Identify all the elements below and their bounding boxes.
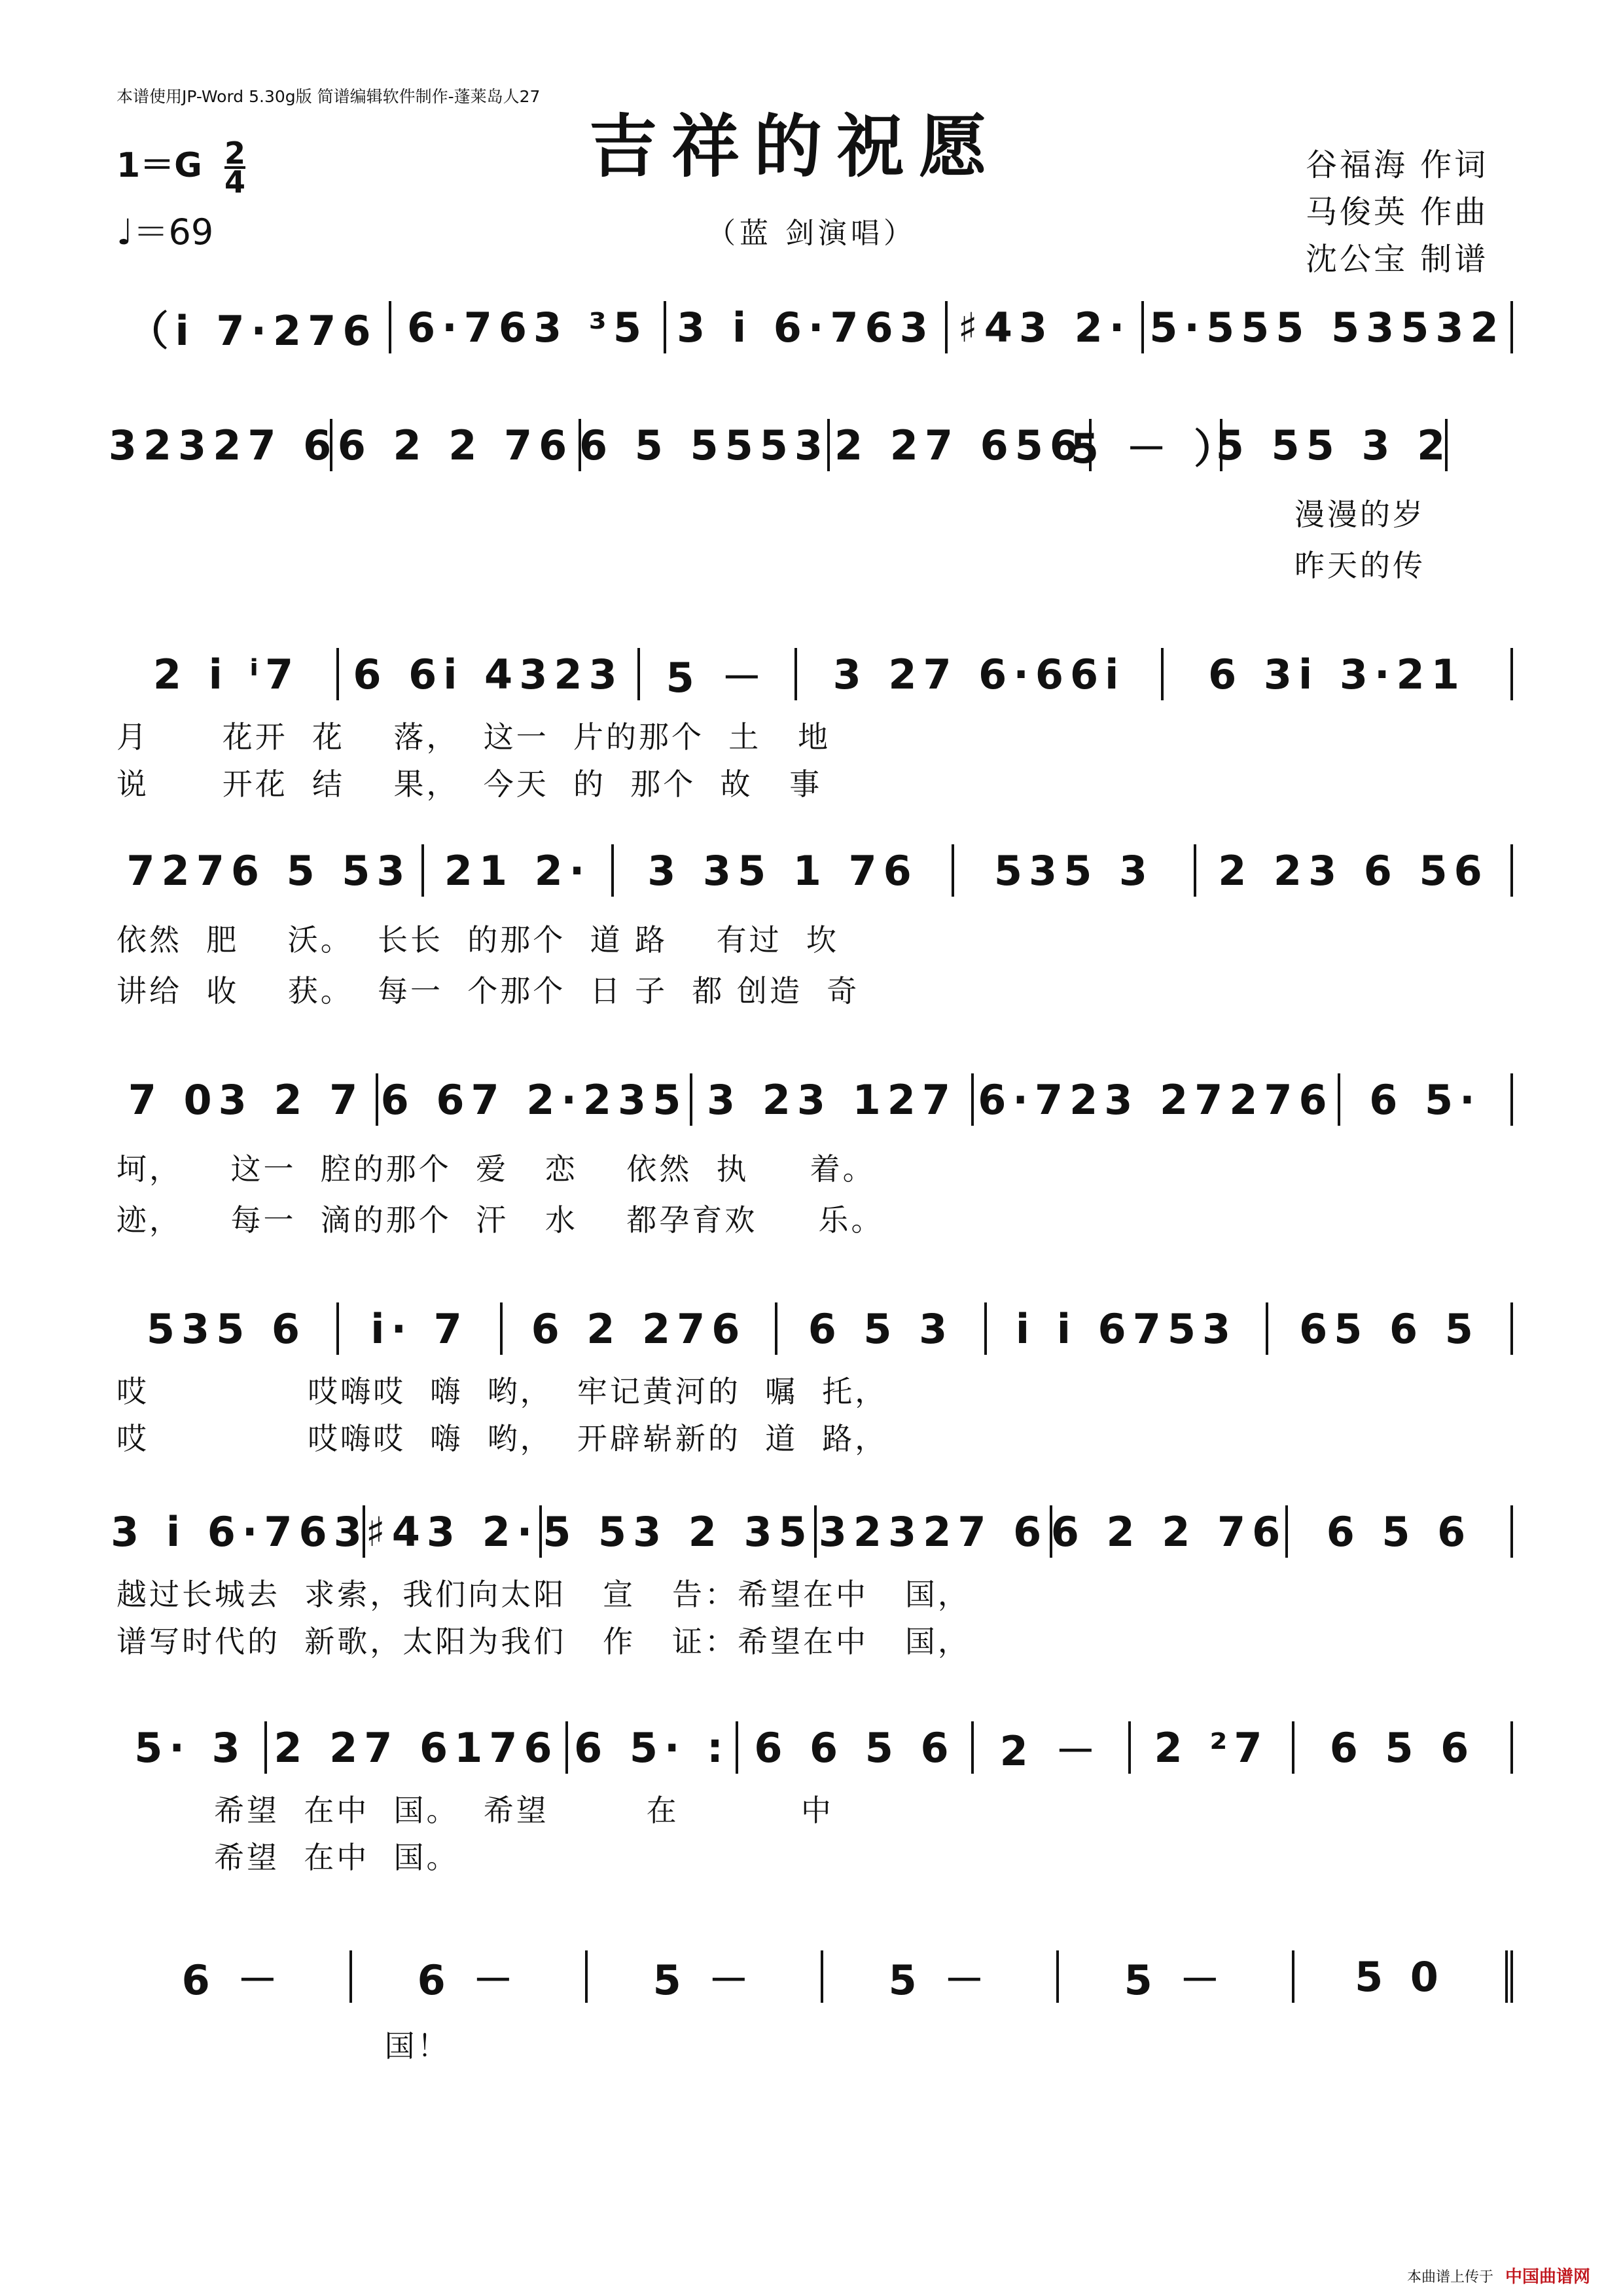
key-label: 1＝G <box>116 146 202 185</box>
measure-row <box>116 1302 1513 1355</box>
measure: 5·555 53532 <box>1144 301 1513 353</box>
lyric-line-1: 国！ <box>116 2028 450 2064</box>
measure: 6 5 6 <box>1294 1721 1513 1774</box>
lyric-line-1: 依然 肥 沃。 长长 的那个 道 路 有过 坎 <box>116 922 839 958</box>
measure: 2 ²7 <box>1131 1721 1294 1774</box>
measure: i· 7 <box>339 1302 503 1355</box>
measure: 535 6 <box>116 1302 339 1355</box>
score-system-6 <box>116 1302 1513 1473</box>
measure: 6 5· <box>1340 1073 1513 1126</box>
composer-credit: 马俊英 作曲 <box>1306 194 1489 230</box>
measure-row <box>108 419 1513 473</box>
transcriber-credit: 沈公宝 制谱 <box>1306 241 1489 278</box>
measure: 6 5 6 <box>1288 1505 1513 1558</box>
measure: 5 － <box>823 1950 1059 2003</box>
measure: 6·763 ³5 <box>391 301 666 353</box>
lyric-line-2: 讲给 收 获。 每一 个那个 日 子 都 创造 奇 <box>116 973 860 1009</box>
measure: 5 － <box>1059 1950 1294 2003</box>
lyric-line-2: 说 开花 结 果， 今天 的 那个 故 事 <box>116 766 823 802</box>
measure-row <box>111 1505 1513 1558</box>
measure-final: 5 0 <box>1294 1950 1513 2003</box>
measure: 3 27 6·66i <box>797 648 1164 700</box>
score-system-5 <box>116 1073 1513 1244</box>
measure: 535 3 <box>954 844 1196 897</box>
measure: 6 － <box>352 1950 588 2003</box>
measure: 6 2 2 76 <box>1052 1505 1288 1558</box>
measure: 6 － <box>116 1950 352 2003</box>
lyric-line-2: 谱写时代的 新歌，太阳为我们 作 证：希望在中 国， <box>116 1624 971 1659</box>
measure: 2 27 656 <box>830 419 1092 471</box>
site-logo: 中国曲谱网 <box>1505 2267 1591 2287</box>
measure: 5 － ） <box>1092 419 1222 471</box>
credits-block <box>1306 141 1488 283</box>
lyric-line-1: 哎 哎嗨哎 嗨 哟， 牢记黄河的 嘱 托， <box>116 1374 888 1409</box>
measure: 5 53 2 35 <box>542 1505 817 1558</box>
lyric-line-1: 希望 在中 国。 希望 在 中 <box>116 1793 834 1828</box>
measure: 6 5 3 <box>777 1302 987 1355</box>
measure: 7276 5 53 <box>116 844 424 897</box>
measure: 5 － <box>640 648 797 700</box>
measure: 3 i 6·763 <box>116 1505 365 1558</box>
score-system-8 <box>116 1721 1513 1892</box>
measure: 2 27 6176 <box>267 1721 568 1774</box>
lyric-line-2: 昨天的传 <box>1294 548 1425 583</box>
measure: 6 3i 3·21 <box>1164 648 1513 700</box>
measure: 6 5· : <box>568 1721 738 1774</box>
measure: 6 2 2 76 <box>332 419 581 471</box>
measure: 21 2· <box>424 844 614 897</box>
measure-row <box>116 1950 1513 2003</box>
measure: 65 6 5 <box>1268 1302 1513 1355</box>
measure: 7 03 2 7 <box>116 1073 378 1126</box>
measure: 5 － <box>588 1950 823 2003</box>
lyric-line-1: 漫漫的岁 <box>1294 497 1425 532</box>
measure: 2 i ⁱ7 <box>116 648 339 700</box>
lyric-line-2: 希望 在中 国。 <box>116 1840 459 1875</box>
time-signature: $\frac{2}{4}$ <box>224 135 245 200</box>
measure: 2 － <box>974 1721 1131 1774</box>
measure: 6 6i 4323 <box>339 648 640 700</box>
measure: 5 55 3 2 <box>1222 419 1448 471</box>
measure: 6·723 27276 <box>974 1073 1340 1126</box>
score-system-1 <box>116 301 1513 380</box>
measure: 6 6 5 6 <box>738 1721 974 1774</box>
measure: 32327 6 <box>116 419 332 471</box>
measure-row <box>116 301 1513 353</box>
lyric-line-2: 哎 哎嗨哎 嗨 哟， 开辟崭新的 道 路， <box>116 1421 888 1456</box>
measure: 6 67 2·235 <box>378 1073 692 1126</box>
measure: （i 7·276 <box>116 301 391 353</box>
software-note: 本谱使用JP-Word 5.30g版 简谱编辑软件制作-蓬莱岛人27 <box>116 87 541 106</box>
lyric-line-1: 月 花开 花 落， 这一 片的那个 土 地 <box>116 719 831 755</box>
measure-row <box>116 1721 1513 1774</box>
measure-row <box>116 844 1513 897</box>
measure-row <box>116 1073 1513 1126</box>
score-system-2 <box>108 419 1513 589</box>
measure: 2 23 6 56 <box>1196 844 1513 897</box>
measure: 6 2 276 <box>503 1302 777 1355</box>
score-system-3 <box>116 648 1513 818</box>
measure: 32327 6 <box>817 1505 1052 1558</box>
score-system-7 <box>111 1505 1513 1676</box>
tempo-marking: ♩＝69 <box>116 211 214 253</box>
score-system-9 <box>116 1950 1513 2068</box>
lyric-line-1: 坷， 这一 腔的那个 爱 恋 依然 执 着。 <box>116 1151 876 1187</box>
upload-note: 本曲谱上传于 <box>1407 2269 1494 2286</box>
page-title: 吉祥的祝愿 <box>589 106 1002 187</box>
key-signature <box>116 135 245 200</box>
measure: 3 23 127 <box>692 1073 974 1126</box>
measure: 3 35 1 76 <box>614 844 954 897</box>
measure: 3 i 6·763 <box>666 301 948 353</box>
measure: ♯43 2· <box>365 1505 542 1558</box>
lyricist-credit: 谷福海 作词 <box>1306 147 1489 183</box>
measure: 5· 3 <box>116 1721 267 1774</box>
singer-note: （蓝 剑演唱） <box>707 217 916 250</box>
measure: ♯43 2· <box>948 301 1144 353</box>
lyric-line-1: 越过长城去 求索，我们向太阳 宣 告：希望在中 国， <box>116 1577 971 1612</box>
measure: i i 6753 <box>987 1302 1268 1355</box>
measure-row <box>116 648 1513 700</box>
lyric-line-2: 迹， 每一 滴的那个 汗 水 都孕育欢 乐。 <box>116 1202 884 1238</box>
measure: 6 5 5553 <box>581 419 830 471</box>
score-system-4 <box>116 844 1513 1014</box>
